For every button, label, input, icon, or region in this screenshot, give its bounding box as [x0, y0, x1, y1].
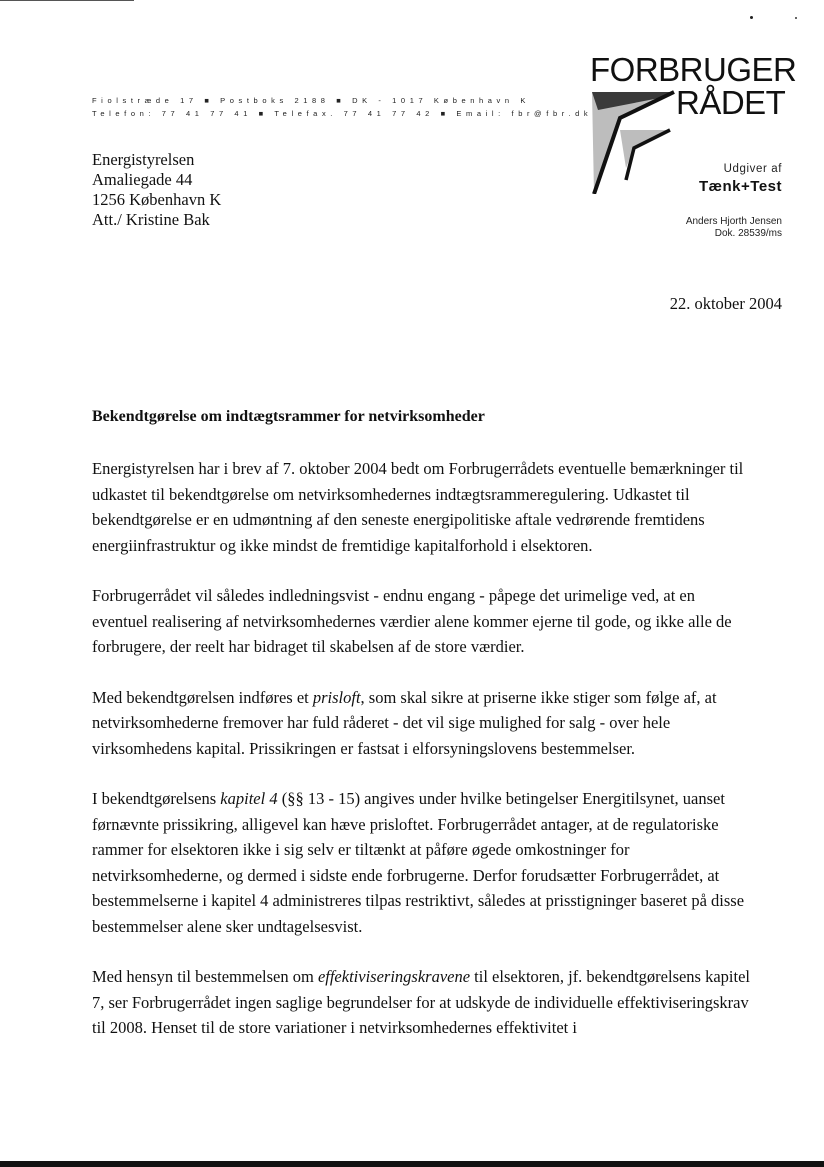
recipient-line: Amaliegade 44	[92, 170, 193, 189]
letterhead-contact-line: Telefon: 77 41 77 41 ■ Telefax. 77 41 77 42 ■ Email: fbr@fbr.dk	[92, 109, 593, 118]
body-paragraph: Energistyrelsen har i brev af 7. oktober 2004 bedt om Forbrugerrådets eventuelle bemærkninger til udkastet til bekendtgørelse om netvirksomhedernes indtægtsrammeregulering. Udkastet til bekendtgørelse er en udmøntning af den seneste energipolitiske aftale vedrørende fremtidens energiinfrastruktur og ikke mindst de fremtidige kapitalforhold i elsektoren.	[92, 459, 744, 555]
body-paragraph	[92, 786, 752, 939]
letter-subject: Bekendtgørelse om indtægtsrammer for netvirksomheder	[92, 408, 485, 425]
text-run: (§§ 13 - 15) angives under hvilke betingelser Energitilsynet, uanset førnævnte prissikring, alligevel kan hæve prisloftet. Forbrugerrådet antager, at de regulatoriske rammer for elsektoren ikke i sig selv er tiltænkt at påføre øgede omkostninger for netvirksomhederne, og dermed i sidste ende forbrugerne. Derfor forudsætter Forbrugerrådet, at bestemmelserne i kapitel 4 administreres tilpas restriktivt, således at prisstigninger baseret på disse bestemmelser alene sker undtagelsesvist.	[92, 789, 745, 936]
recipient-line: Att./ Kristine Bak	[92, 210, 210, 229]
letterhead-address-line: Fiolstræde 17 ■ Postboks 2188 ■ DK - 1017 København K	[92, 96, 530, 105]
body-paragraph	[92, 685, 752, 762]
scan-speck	[750, 16, 753, 19]
text-run: Med hensyn til bestemmelsen om	[92, 967, 318, 986]
publisher-label: Udgiver af	[723, 163, 782, 175]
text-run: til elsektoren, jf. bekendtgørelsens kapitel 7, ser Forbrugerrådet ingen saglige begrundelser for at udskyde de individuelle effektiviseringskrav til 2008. Henset til de store variationer i netvirksomhedernes effektivitet i	[92, 967, 751, 1037]
body-paragraph	[92, 964, 752, 1041]
scan-speck	[795, 17, 797, 19]
text-run: Med bekendtgørelsen indføres et	[92, 687, 313, 707]
logo-wordmark-top: FORBRUGER	[590, 51, 797, 88]
emphasis-term: kapitel 4	[220, 789, 278, 808]
document-reference: Dok. 28539/ms	[714, 228, 782, 239]
recipient-line: 1256 København K	[92, 190, 222, 209]
letter-date: 22. oktober 2004	[669, 294, 782, 313]
logo-wordmark-bottom: RÅDET	[676, 84, 786, 121]
author-block	[686, 216, 782, 240]
text-run: I bekendtgørelsens	[92, 789, 221, 808]
publication-name: Tænk+Test	[699, 178, 782, 195]
body-paragraph: Forbrugerrådet vil således indledningsvist - endnu engang - påpege det urimelige ved, at en eventuel realisering af netvirksomhedernes værdier alene kommer ejerne til gode, og ikke alle de forbrugere, der reelt har bidraget til skabelsen af de store værdier.	[92, 586, 732, 656]
text-run: , som skal sikre at priserne ikke stiger som følge af, at netvirksomhederne fremover har fuld råderet - det vil sige mulighed for salg - over hele virksomhedens kapital. Prissikringen er fastsat i elforsyningslovens bestemmelser.	[92, 687, 717, 758]
forbrugerraadet-logo-icon	[590, 90, 680, 194]
scan-bottom-edge	[0, 1161, 824, 1167]
recipient-address	[92, 150, 221, 230]
author-name: Anders Hjorth Jensen	[685, 216, 782, 227]
emphasis-term: effektiviseringskravene	[317, 967, 471, 986]
letter-body	[92, 456, 752, 1041]
scan-edge-line	[0, 0, 134, 1]
emphasis-term: prisloft	[312, 687, 361, 707]
recipient-line: Energistyrelsen	[92, 150, 195, 169]
